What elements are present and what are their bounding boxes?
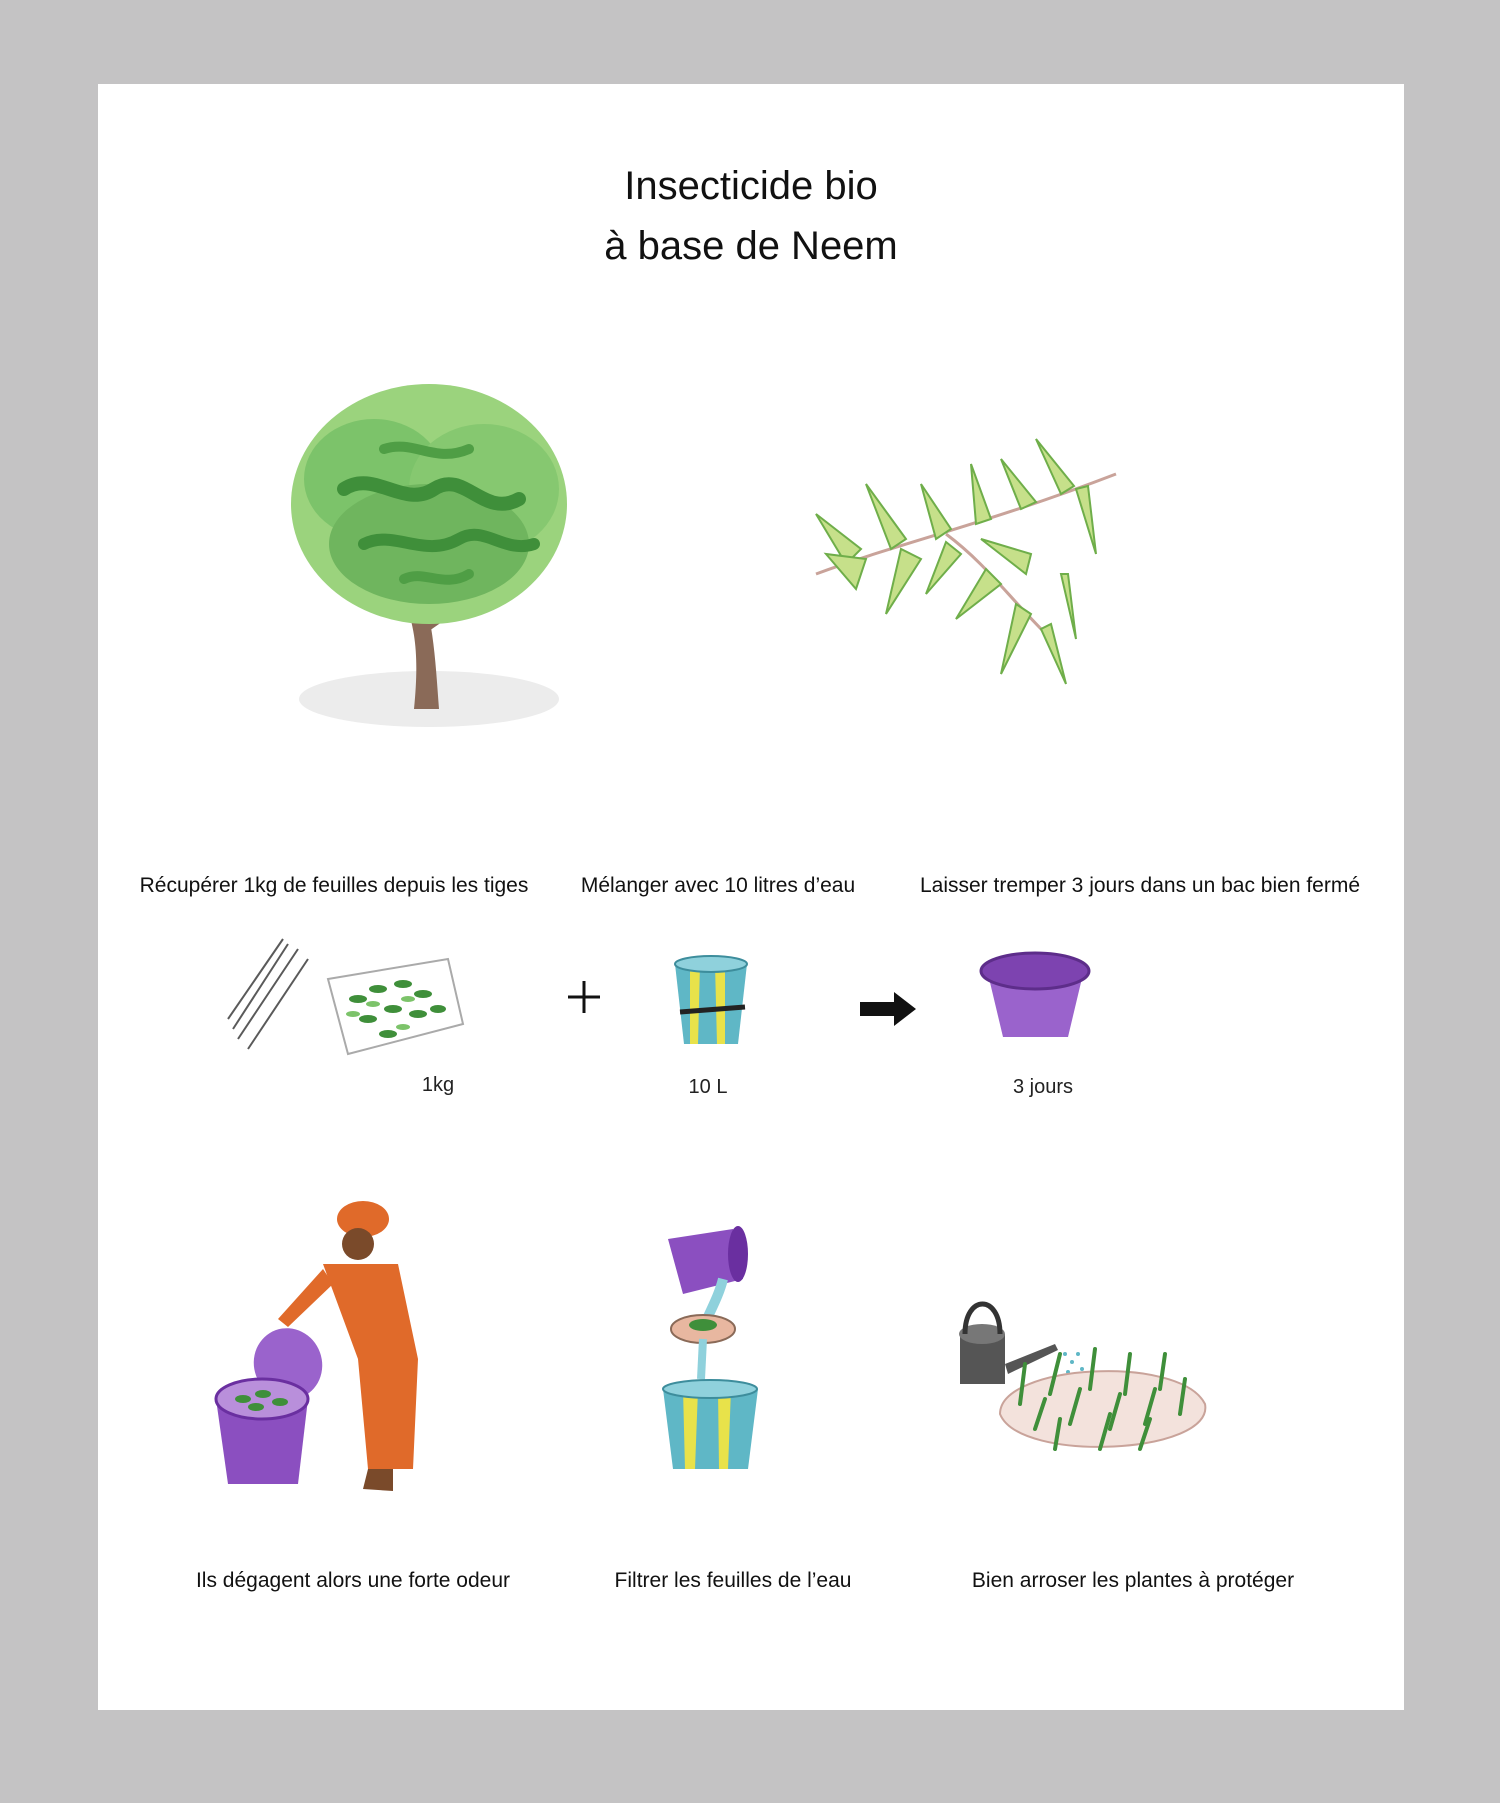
neem-tree-illustration: [284, 369, 574, 734]
watering-plants-illustration: [960, 1254, 1215, 1464]
step-5-caption: Filtrer les feuilles de l’eau: [614, 1569, 852, 1592]
neem-branch-illustration: [806, 424, 1126, 689]
title-line-1: Insecticide bio: [624, 164, 878, 208]
quantity-1kg: 1kg: [421, 1074, 455, 1096]
step-3-caption: Laisser tremper 3 jours dans un bac bien fermé: [919, 874, 1361, 897]
woman-smelling-tub-illustration: [208, 1199, 468, 1499]
water-bucket-icon: [670, 952, 752, 1047]
quantity-3-jours: 3 jours: [1012, 1076, 1074, 1098]
arrow-right-icon: [860, 992, 916, 1026]
step-2-caption: Mélanger avec 10 litres d’eau: [580, 874, 856, 897]
plus-icon: [566, 979, 602, 1015]
poster-page: [98, 84, 1404, 1710]
step-1-caption: Récupérer 1kg de feuilles depuis les tiges: [139, 874, 529, 897]
quantity-10l: 10 L: [688, 1076, 728, 1098]
step-6-caption: Bien arroser les plantes à protéger: [971, 1569, 1295, 1592]
filtering-illustration: [653, 1219, 778, 1474]
title-line-2: à base de Neem: [604, 224, 898, 268]
poster-title: [98, 156, 1404, 276]
closed-tub-icon: [978, 949, 1093, 1039]
step-4-caption: Ils dégagent alors une forte odeur: [195, 1569, 511, 1592]
leaves-tray-icon: [228, 939, 478, 1074]
